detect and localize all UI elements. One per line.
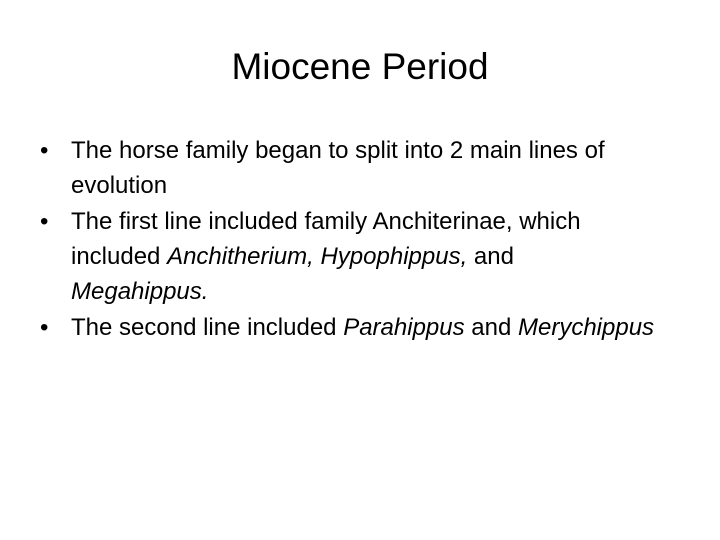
bullet-dot-icon: •: [40, 137, 49, 164]
genus-name: Anchitherium, Hypophippus,: [167, 243, 468, 270]
bullet-text: The horse family began to split into 2 main lines of evolution: [71, 137, 605, 199]
bullet-item: [36, 310, 656, 345]
bullet-dot-icon: •: [40, 314, 49, 341]
bullet-item: [36, 133, 656, 203]
genus-name: Merychippus: [518, 314, 655, 341]
bullet-dot-icon: •: [40, 208, 49, 235]
slide-title: Miocene Period: [231, 46, 489, 87]
bullet-text: and: [464, 314, 518, 341]
genus-name: Parahippus: [343, 314, 465, 341]
bullet-text: The first line included family Anchiterinae, which included: [71, 208, 581, 270]
bullet-item: [36, 204, 656, 309]
bullet-text: The second line included: [71, 314, 344, 341]
bullet-list: [36, 133, 656, 346]
genus-name: Megahippus.: [71, 278, 209, 305]
bullet-text: and: [467, 243, 514, 270]
